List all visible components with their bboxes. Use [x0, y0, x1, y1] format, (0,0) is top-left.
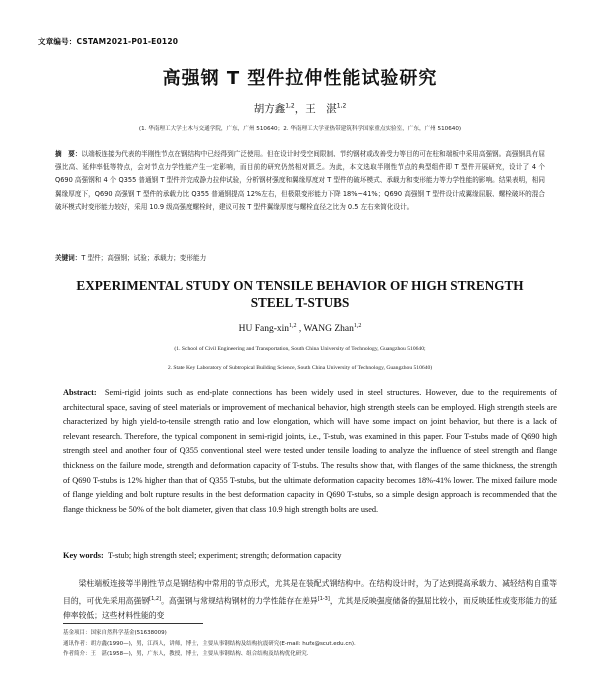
footnote-author-bio: 作者简介：王 湛(1958—)，男，广东人，教授，博士，主要从事钢结构、组合结构及结构优化研究. [63, 651, 309, 658]
body-text-part3: ，尤其是反映强度储备的强屈比较小，而反映延性或变形能力的延伸率较低；这些材料性能的变 [63, 596, 558, 620]
body-text-part1: 梁柱端板连接等半刚性节点是钢结构中常用的节点形式，尤其是在装配式钢结构中。在结构设计时，为了达到提高承载力、减轻结构自重等目的，可优先采用高强钢 [63, 579, 557, 606]
cn-author-separator: ， [294, 103, 306, 115]
english-authors [0, 323, 600, 334]
cn-abstract-label: 摘 要： [55, 150, 82, 158]
chinese-abstract [55, 148, 545, 214]
body-text-part2: 。高强钢与常规结构钢材的力学性能存在差异 [161, 596, 318, 606]
citation-1-3: [1-3] [317, 595, 330, 602]
body-paragraph [63, 577, 557, 623]
chinese-authors [0, 101, 600, 116]
cn-author-wang: 王 湛 [305, 103, 337, 115]
en-title-line1: EXPERIMENTAL STUDY ON TENSILE BEHAVIOR OF HIGH STRENGTH [76, 278, 524, 293]
cn-author-wang-affil: 1,2 [336, 102, 347, 110]
cn-author-hu: 胡方鑫 [253, 103, 286, 115]
en-keywords-label: Key words: [63, 551, 104, 560]
chinese-keywords [55, 252, 545, 262]
footnote-divider [63, 623, 203, 624]
en-author-hu-affil: 1,2 [289, 323, 297, 329]
footnotes [63, 628, 557, 660]
en-abstract-label: Abstract: [63, 388, 97, 397]
english-title [20, 277, 580, 311]
footnote-fund: 基金项目：国家自然科学基金(51638009) [63, 630, 167, 636]
english-affiliation-2: 2. State Key Laboratory of Subtropical Building Science, South China University of Technology, Guangzhou 510640) [167, 365, 433, 371]
cn-keywords-text: T 型件；高强钢；试验；承载力；变形能力 [81, 254, 207, 262]
en-author-wang: WANG Zhan [303, 324, 354, 335]
english-abstract [63, 386, 557, 517]
english-affiliation-1: (1. School of Civil Engineering and Transportation, South China University of Technology, Guangzhou 510640; [174, 346, 426, 352]
en-author-separator: , [296, 324, 304, 335]
en-title-line2: STEEL T-STUBS [250, 295, 350, 310]
article-number: 文章编号：CSTAM2021-P01-E0120 [38, 37, 179, 46]
en-author-wang-affil: 1,2 [353, 323, 362, 329]
en-keywords-text: T-stub; high strength steel; experiment; strength; deformation capacity [107, 551, 342, 560]
cn-author-hu-affil: 1,2 [285, 102, 295, 110]
chinese-affiliation: (1. 华南理工大学土木与交通学院，广东，广州 510640；2. 华南理工大学亚热带建筑科学国家重点实验室，广东，广州 510640) [138, 126, 462, 132]
citation-1-2: [1,2] [149, 595, 162, 602]
en-abstract-text: Semi-rigid joints such as end-plate connections has been widely used in steel structures. However, due to the requirements of architectural space, saving of steel materials or improvement of mechanical behavior, high strength steels can be employed. High strength steels are characterized by high yield-to-tensile strength ratio and low elongation, which will have some impact on joint behavior, but there is a lack of relevant research. Therefore, the typical component in semi-rigid joints, i.e., T-stub, was examined in this paper. Four T-stubs made of Q690 high strength steel and another four of Q355 conventional steel were tested under tensile loading to analyze the influence of steel strength and flange thickness on the failure mode, strength and deformation capacity of T-stubs. The results show that, with flanges of the same thickness, the strength of Q690 T-stubs is 12% higher than that of Q355 T-stubs, but the ultimate deformation capacity becomes 18%-41% lower. The mixed failure mode of flange yielding and bolt rupture results in the best deformation capacity in Q690 T-stubs, so a simple design approach is recommended that the flange thickness be 50% of the bolt diameter, given that class 10.9 high strength bolts are used. [63, 388, 558, 514]
english-keywords [63, 551, 557, 560]
cn-keywords-label: 关键词： [55, 254, 82, 262]
en-author-hu: HU Fang-xin [238, 324, 290, 335]
chinese-title: 高强钢 T 型件拉伸性能试验研究 [162, 68, 438, 89]
cn-abstract-text: 以端板连接为代表的半刚性节点在钢结构中已经得到广泛使用。但在设计时受空间限制、节约钢材或改善受力等目的可在柱和端板中采用高强钢。高强钢具有屈强比高、延伸率低等特点，会对节点力学性能产生一定影响，而目前的研究仍然相对匮乏。为此，本文选取半刚性节点的典型组件即 T 型件开展研究，设计了 4 个 Q690 高强钢和 4 个 Q355 普通钢 T 型件并完成静力拉伸试验，分析钢材强度和翼缘厚度对 T 型件的破坏模式、承载力和变形能力等力学性能的影响。结果表明，相同翼缘厚度下，Q690 高强钢 T 型件的承载力比 Q355 普通钢提高 12%左右，但极限变形能力下降 18%~41%；Q690 高强钢 T 型件设计成翼缘屈服、螺栓破坏的混合破坏模式时变形能力较好，采用 10.9 级高强度螺栓时，建议可按 T 型件翼缘厚度与螺栓直径之比为 0.5 左右来简化设计。 [55, 150, 546, 211]
footnote-corresponding-author: 通讯作者：胡方鑫(1990—)，男，江西人，讲师，博士，主要从事钢结构及结构抗震研究(E-mail: hufx@scut.edu.cn). [63, 640, 356, 647]
